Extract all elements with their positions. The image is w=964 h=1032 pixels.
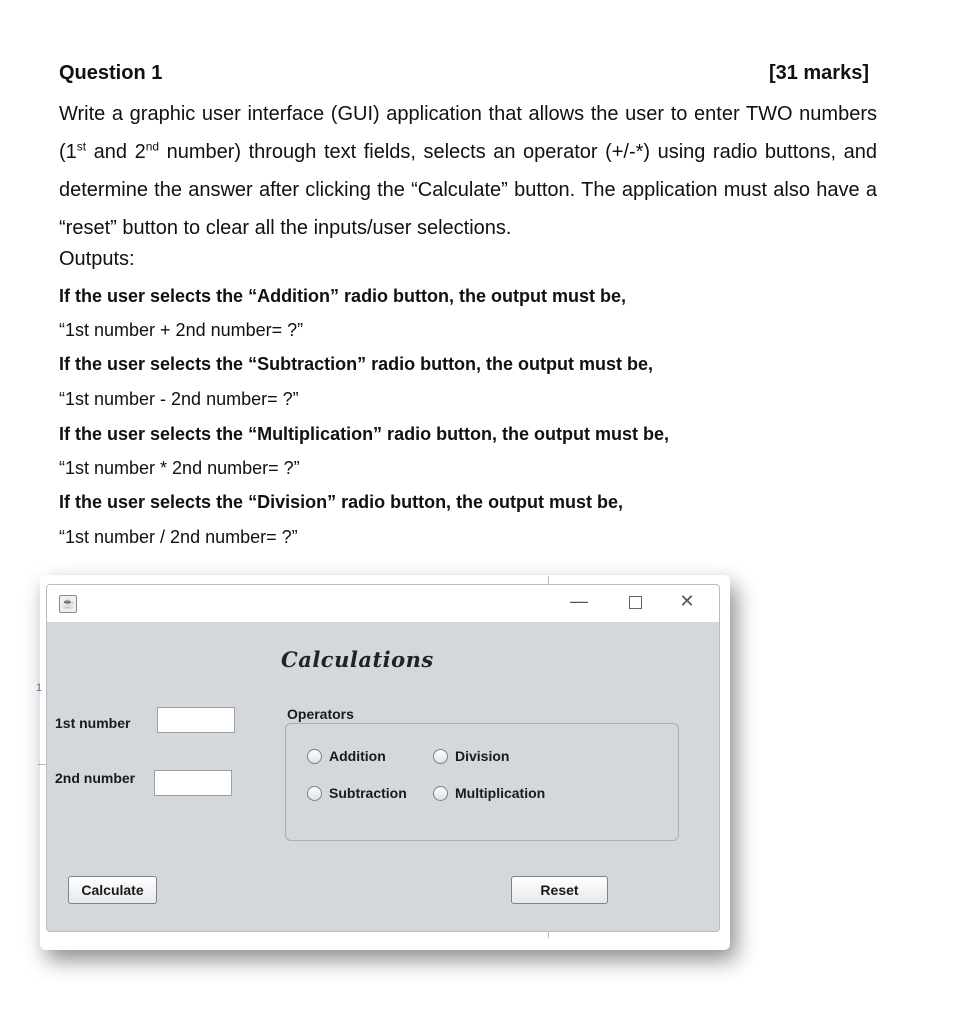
first-number-input[interactable] <box>157 707 235 733</box>
operators-group-label: Operators <box>287 706 354 722</box>
maximize-button[interactable] <box>623 591 647 614</box>
question-title: Question 1 <box>59 62 163 84</box>
question-header <box>59 62 877 85</box>
rule-subtraction-format: “1st number - 2nd number= ?” <box>59 389 299 409</box>
window-titlebar[interactable] <box>47 585 719 622</box>
outputs-label: Outputs: <box>59 248 135 270</box>
radio-circle-icon[interactable] <box>433 786 448 801</box>
radio-multiplication[interactable] <box>433 785 545 801</box>
calculator-window <box>46 584 720 932</box>
second-number-label: 2nd number <box>55 770 136 786</box>
rule-multiplication-condition: If the user selects the “Multiplication” radio button, the output must be, <box>59 424 670 444</box>
close-button[interactable]: ✕ <box>679 591 695 611</box>
body-part-3: number) through text fields, selects an operator (+/-*) using radio buttons, and determine the answer after clicking the “Calculate” button. The application must also have a “reset” button to clear all the inputs/user selections. <box>59 141 877 239</box>
stray-mark: 1 <box>36 682 43 694</box>
radio-division[interactable] <box>433 748 509 764</box>
window-heading: Calculations <box>281 647 434 672</box>
reset-button[interactable]: Reset <box>511 876 608 904</box>
java-app-icon[interactable]: ☕ <box>59 595 77 613</box>
rule-multiplication-format: “1st number * 2nd number= ?” <box>59 458 300 478</box>
question-body <box>59 95 877 247</box>
operators-group <box>285 723 679 841</box>
rule-division-condition: If the user selects the “Division” radio button, the output must be, <box>59 492 624 512</box>
radio-circle-icon[interactable] <box>433 749 448 764</box>
minimize-button[interactable]: — <box>570 591 588 611</box>
radio-division-label: Division <box>455 748 510 764</box>
radio-subtraction[interactable] <box>307 785 407 801</box>
rule-division-format: “1st number / 2nd number= ?” <box>59 527 298 547</box>
radio-addition-label: Addition <box>329 748 386 764</box>
maximize-icon <box>629 596 642 609</box>
calculate-button[interactable]: Calculate <box>68 876 157 904</box>
superscript-nd: nd <box>145 139 160 154</box>
second-number-input[interactable] <box>154 770 232 796</box>
superscript-st: st <box>76 139 87 154</box>
radio-multiplication-label: Multiplication <box>455 785 546 801</box>
body-part-2: and 2 <box>86 141 146 163</box>
radio-circle-icon[interactable] <box>307 786 322 801</box>
radio-circle-icon[interactable] <box>307 749 322 764</box>
rule-addition-condition: If the user selects the “Addition” radio button, the output must be, <box>59 286 627 306</box>
body-part-1: Write a graphic user interface (GUI) application that allows the user to enter TWO numbers (1 <box>59 103 877 163</box>
rule-addition-format: “1st number + 2nd number= ?” <box>59 320 304 340</box>
radio-subtraction-label: Subtraction <box>329 785 407 801</box>
radio-addition[interactable] <box>307 748 386 764</box>
first-number-label: 1st number <box>55 715 131 731</box>
rule-subtraction-condition: If the user selects the “Subtraction” radio button, the output must be, <box>59 354 654 374</box>
question-marks: [31 marks] <box>768 62 869 84</box>
